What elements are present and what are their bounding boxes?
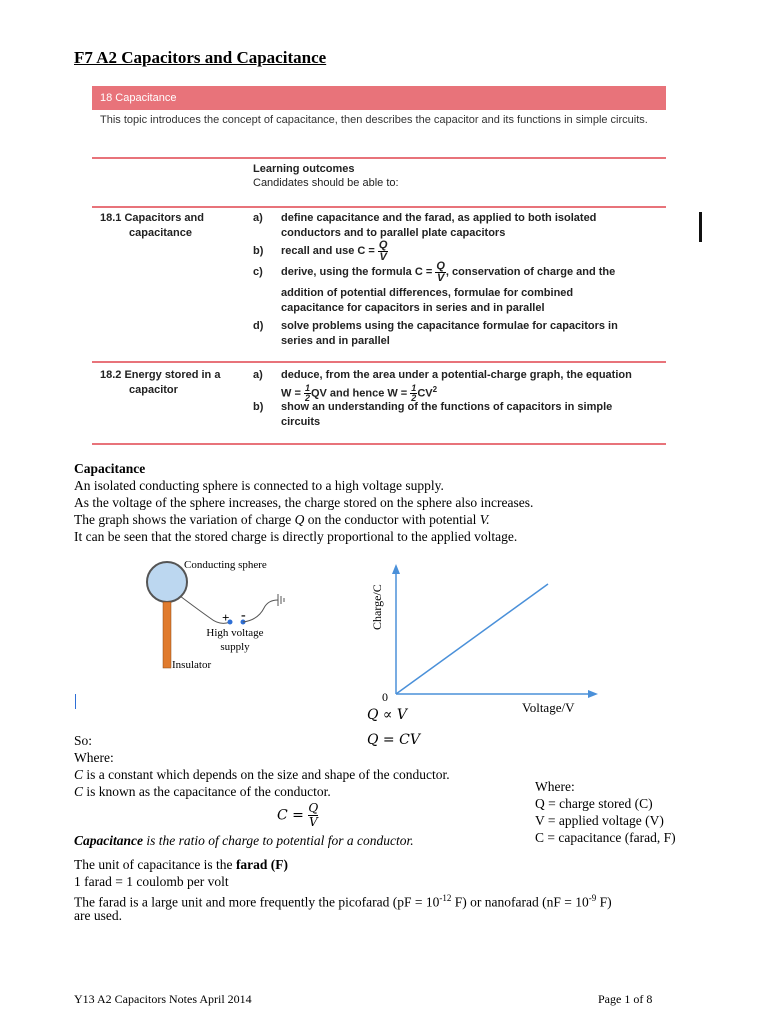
capacitance-definition: Capacitance is the ratio of charge to potential for a conductor. bbox=[74, 833, 414, 848]
paragraph: The graph shows the variation of charge Q on the conductor with potential V. bbox=[74, 512, 490, 527]
section-heading: Capacitance bbox=[74, 461, 146, 476]
outcome-letter: a) bbox=[253, 369, 263, 381]
so-label: So: bbox=[74, 733, 93, 748]
section-code: 18.1 Capacitors and capacitance bbox=[100, 212, 204, 239]
plus-sign: + bbox=[222, 610, 230, 625]
insulator-label: Insulator bbox=[172, 659, 212, 671]
conducting-sphere bbox=[147, 562, 187, 602]
charge-voltage-graph bbox=[380, 560, 600, 700]
outcome-letter: b) bbox=[253, 401, 264, 413]
page-number: Page 1 of 8 bbox=[598, 992, 653, 1006]
outcomes-subtitle: Candidates should be able to: bbox=[253, 177, 399, 189]
outcome-text: recall and use C = $\frac{Q}{V}$ bbox=[281, 238, 388, 263]
y-axis-arrow-icon bbox=[392, 564, 400, 574]
capacitance-equation: Q = CV bbox=[367, 732, 420, 748]
proportional-line bbox=[396, 584, 548, 694]
where-box: Where: Q = charge stored (C) V = applied voltage (V) C = capacitance (farad, F) bbox=[535, 779, 676, 845]
insulator-rod bbox=[163, 602, 171, 668]
paragraph: An isolated conducting sphere is connected to a high voltage supply. bbox=[74, 478, 444, 493]
x-axis-arrow-icon bbox=[588, 690, 598, 698]
outcome-letter: b) bbox=[253, 245, 264, 257]
paragraph: 1 farad = 1 coulomb per volt bbox=[74, 874, 229, 889]
outcome-text: define capacitance and the farad, as applied to both isolated conductors and to parallel plate capacitors bbox=[281, 212, 597, 239]
outcome-letter: a) bbox=[253, 212, 263, 224]
margin-bar bbox=[699, 212, 702, 242]
capacitance-formula: C = $\frac{Q}{V}$ bbox=[277, 801, 319, 829]
outcome-text: solve problems using the capacitance formulae for capacitors in series and in parallel bbox=[281, 320, 618, 347]
paragraph: C is known as the capacitance of the conductor. bbox=[74, 784, 331, 799]
paragraph: It can be seen that the stored charge is directly proportional to the applied voltage. bbox=[74, 529, 518, 544]
section-code: 18.2 Energy stored in a capacitor bbox=[100, 369, 221, 396]
paragraph: The farad is a large unit and more frequently the picofarad ($pF = 10^{-12}$ F) or nanofarad ($nF = 10^{-9}$ F) bbox=[74, 893, 612, 910]
sphere-label: Conducting sphere bbox=[184, 559, 267, 571]
cursor-mark bbox=[75, 694, 76, 709]
outcome-text: addition of potential differences, formulae for combined capacitance for capacitors in series and in parallel bbox=[281, 287, 574, 314]
page-title: F7 A2 Capacitors and Capacitance bbox=[74, 48, 327, 67]
topic-header-bar bbox=[92, 86, 666, 110]
table-rule bbox=[92, 361, 666, 363]
paragraph: are used. bbox=[74, 908, 122, 923]
topic-intro: This topic introduces the concept of capacitance, then describes the capacitor and its functions in simple circuits. bbox=[100, 114, 648, 126]
table-rule bbox=[92, 206, 666, 208]
footer-left: Y13 A2 Capacitors Notes April 2014 bbox=[74, 992, 252, 1006]
where-label: Where: bbox=[74, 750, 114, 765]
origin-label: 0 bbox=[382, 690, 388, 704]
outcome-text: W = $\frac{1}{2}$ QV and hence W = $\frac{1}{2}$ $CV^2$ bbox=[281, 383, 438, 404]
minus-sign: - bbox=[241, 608, 246, 623]
table-rule bbox=[92, 443, 666, 445]
outcome-text: deduce, from the area under a potential-charge graph, the equation bbox=[281, 369, 632, 381]
x-axis-label: Voltage/V bbox=[522, 700, 575, 715]
outcome-text: derive, using the formula C = $\frac{Q}{V}$ , conservation of charge and the bbox=[281, 259, 616, 284]
table-rule bbox=[92, 157, 666, 159]
outcome-letter: c) bbox=[253, 266, 263, 278]
paragraph: C is a constant which depends on the size and shape of the conductor. bbox=[74, 767, 450, 782]
earth-wire bbox=[243, 600, 278, 622]
supply-label: High voltage supply bbox=[206, 627, 264, 653]
paragraph: As the voltage of the sphere increases, the charge stored on the sphere also increases. bbox=[74, 495, 534, 510]
outcome-text: show an understanding of the functions of capacitors in simple circuits bbox=[281, 401, 613, 428]
paragraph: The unit of capacitance is the farad (F) bbox=[74, 857, 289, 872]
proportionality: Q ∝ V bbox=[367, 707, 407, 723]
outcomes-title: Learning outcomes bbox=[253, 163, 355, 175]
outcome-letter: d) bbox=[253, 320, 264, 332]
topic-heading: 18 Capacitance bbox=[100, 92, 177, 104]
